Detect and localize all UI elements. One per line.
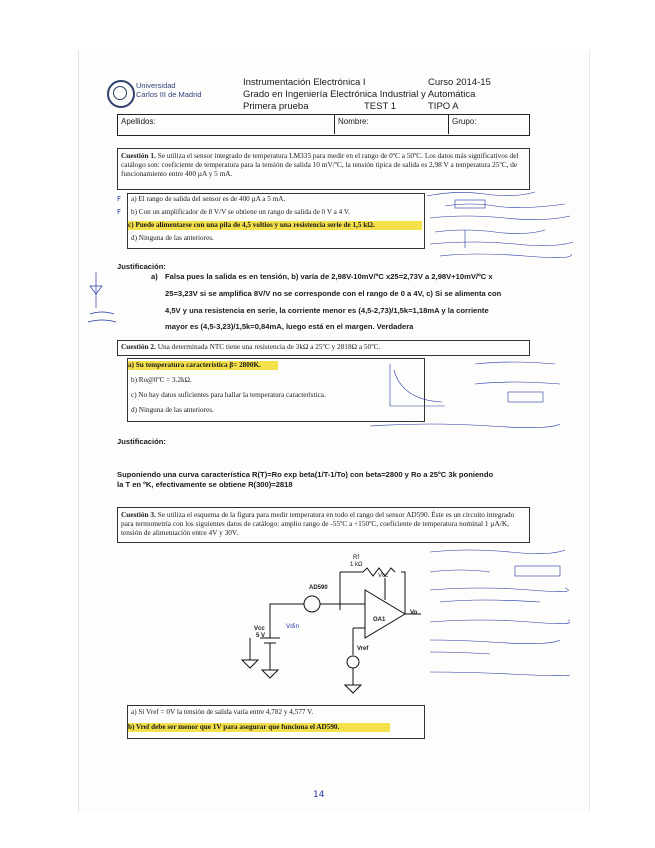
q1-option-c-correct: c) Puede alimentarse con una pila de 4,5 voltios y una resistencia serie de 1,5 kΩ.: [128, 221, 422, 230]
vo-label: Vo: [410, 610, 418, 616]
test-number: TEST 1: [364, 101, 397, 112]
q1-justification-line3: 4,5V y una resistencia en serie, la corriente menor es (4,5-2,73)/1,5k=1,18mA y la corriente: [165, 306, 489, 315]
name-field-label: Nombre:: [338, 117, 369, 126]
university-logo-inner: [113, 86, 127, 100]
vdin-label: Vdin: [286, 623, 300, 630]
q1-text: Se utiliza el sensor integrado de temperatura LM335 para medir en el rango de 0ºC a 50ºC. Los datos más significativos del catálogo son: coeficiente de temperatura para la tensión de salida 10 mV/ºC, la tensión típica de salida es 2,98 V a temperatura 25ºC, de funcionamiento entre 400 µA y 5 mA.: [121, 151, 519, 179]
test-type: TIPO A: [428, 101, 459, 112]
q2-label: Cuestión 2.: [121, 342, 156, 351]
q1-justification-line2: 25=3,23V si se amplifica 8V/V no se corresponde con el rango de 0 a 4V, c) Si se alimenta con: [165, 289, 502, 298]
rf-value: 1 kΩ: [350, 562, 363, 568]
q1-handwritten-notes: [425, 186, 575, 266]
opamp-label: OA1: [373, 617, 386, 623]
q1-statement: [121, 151, 523, 179]
q1-justification-label: Justificación:: [117, 262, 166, 271]
q3-option-b-correct: b) Vref debe ser menor que 1V para asegurar que funciona el AD590.: [128, 723, 390, 732]
q2-option-a-correct: a) Su temperatura característica β= 2800K.: [128, 361, 278, 370]
rf-label: Rf: [353, 555, 359, 561]
vref-label: Vref: [357, 646, 369, 652]
q3-text: Se utiliza el esquema de la figura para medir temperatura en todo el rango del sensor AD590. Éste es un circuito integrado para termometría con los siguientes datos de catálogo: amplio rango de -55ºC a +150ºC, coeficiente de temperatura nominal 1 µA/K, tensión de alimentación entre 4V y 30V.: [121, 510, 515, 538]
surname-field-label: Apellidos:: [121, 117, 156, 126]
q2-text: Una determinada NTC tiene una resistencia de 3kΩ a 25ºC y 2818Ω a 50ºC.: [155, 342, 381, 351]
q1-option-d: d) Ninguna de las anteriores.: [131, 234, 214, 242]
university-line2: Carlos III de Madrid: [136, 90, 202, 99]
q2-justification-line2: la T en ºK, efectivamente se obtiene R(300)=2818: [117, 480, 293, 489]
degree-title: Grado en Ingeniería Electrónica Industrial y Automática: [243, 89, 476, 100]
course-title: Instrumentación Electrónica I: [243, 77, 366, 88]
group-field-label: Grupo:: [452, 117, 477, 126]
vcc-source-value: 5 V: [256, 633, 266, 639]
table-divider: [334, 114, 335, 134]
q1-justification-line4: mayor es (4,5-3,23)/1,5k=0,84mA, luego está en el margen. Verdadera: [165, 322, 414, 331]
q1-label: Cuestión 1.: [121, 151, 156, 160]
q2-option-c: c) No hay datos suficientes para hallar la temperatura característica.: [131, 391, 326, 399]
q1-mark-a: F: [117, 195, 122, 203]
lm335-sketch: [84, 268, 120, 328]
q1-option-b: b) Con un amplificador de 8 V/V se obtiene un rango de salida de 0 V a 4 V.: [131, 208, 350, 216]
course-year: Curso 2014-15: [428, 77, 491, 88]
q2-justification-label: Justificación:: [117, 437, 166, 446]
university-name: [136, 81, 201, 99]
q1-option-a: a) El rango de salida del sensor es de 400 µA a 5 mA.: [131, 195, 286, 203]
q3-option-a: a) Si Vref = 0V la tensión de salida varía entre 4,782 y 4,577 V.: [131, 708, 314, 716]
page-number: 14: [313, 790, 325, 800]
ad590-label: AD590: [309, 585, 328, 591]
q2-handwritten-notes: [370, 356, 570, 436]
ad590-circuit-diagram: [225, 550, 425, 700]
university-line1: Universidad: [136, 81, 176, 90]
q1-justification-line1: Falsa pues la salida es en tensión, b) varía de 2,98V-10mV/ºC x25=2,73V a 2,98V+10mV/ºC x: [165, 272, 493, 281]
q3-statement: [121, 510, 523, 538]
exam-name: Primera prueba: [243, 101, 309, 112]
q2-justification-line1: Suponiendo una curva característica R(T)=Ro exp beta(1/T-1/To) con beta=2800 y Ro a 25ºC 3k poniendo: [117, 470, 494, 479]
q3-handwritten-notes: [430, 546, 570, 696]
table-divider: [448, 114, 449, 134]
q2-option-b: b) Ro@0ºC = 3.2kΩ.: [131, 376, 192, 384]
vcc-source-label: Vcc: [254, 626, 265, 632]
vcc-top-label: Vcc: [378, 573, 389, 579]
q2-option-d: d) Ninguna de las anteriores.: [131, 406, 214, 414]
q3-label: Cuestión 3.: [121, 510, 156, 519]
q1-justification-a: a): [151, 272, 158, 281]
q1-mark-b: F: [117, 208, 122, 216]
q2-statement: [121, 342, 380, 351]
